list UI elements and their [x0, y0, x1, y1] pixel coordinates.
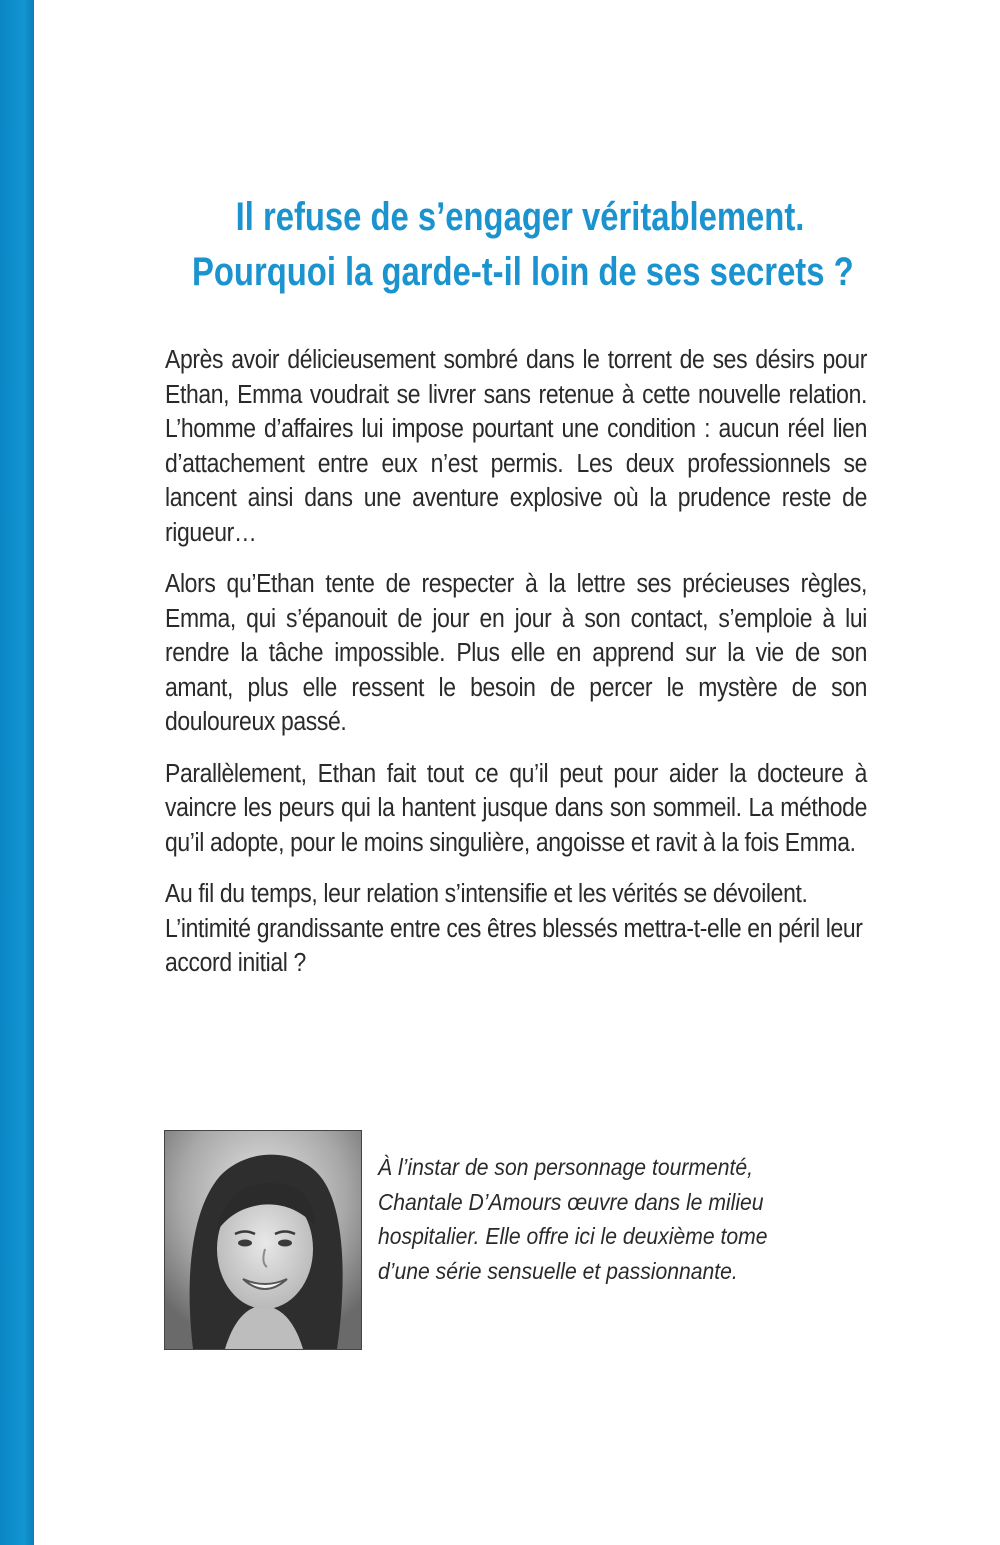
synopsis-paragraph-3: Parallèlement, Ethan fait tout ce qu’il peut pour aider la docteure à vaincre les peurs qui la hantent jusque dans son sommeil. La méthode qu’il adopte, pour le moins singulière, angoisse et ravit à la fois Emma.: [165, 759, 867, 857]
author-bio-line-2: Chantale D’Amours œuvre dans le milieu: [378, 1188, 764, 1215]
author-bio-line-1: À l’instar de son personnage tourmenté,: [378, 1154, 754, 1180]
synopsis-paragraph-2: Alors qu’Ethan tente de respecter à la lettre ses précieuses règles, Emma, qui s’épanouit de jour en jour à son contact, s’emploie à lui rendre la tâche impossible. Plus elle en apprend sur la vie de son amant, plus elle ressent le besoin de percer le mystère de son douloureux passé.: [165, 570, 867, 736]
author-bio-line-3: hospitalier. Elle offre ici le deuxième tome: [378, 1223, 768, 1249]
synopsis: [165, 343, 867, 998]
author-bio-line-4: d’une série sensuelle et passionnante.: [378, 1257, 738, 1284]
synopsis-paragraph-4: Au fil du temps, leur relation s’intensifie et les vérités se dévoilent. L’intimité grandissante entre ces êtres blessés mettra-t-elle en péril leur accord initial ?: [165, 880, 863, 977]
author-bio: [378, 1150, 801, 1288]
cover-spine-band: [0, 0, 34, 1545]
synopsis-paragraph-1: Après avoir délicieusement sombré dans le torrent de ses désirs pour Ethan, Emma voudrait se livrer sans retenue à cette nouvelle relation. L’homme d’affaires lui impose pourtant une condition : aucun réel lien d’attachement entre eux n’est permis. Les deux professionnels se lancent ainsi dans une aventure explosive où la prudence reste de rigueur…: [165, 346, 867, 547]
headline-line-1: Il refuse de s’engager véritablement.: [235, 195, 805, 239]
author-photo: [164, 1130, 362, 1350]
headline-line-2: Pourquoi la garde-t-il loin de ses secrets ?: [192, 250, 854, 294]
author-portrait-icon: [165, 1131, 361, 1349]
headline: [192, 190, 854, 300]
